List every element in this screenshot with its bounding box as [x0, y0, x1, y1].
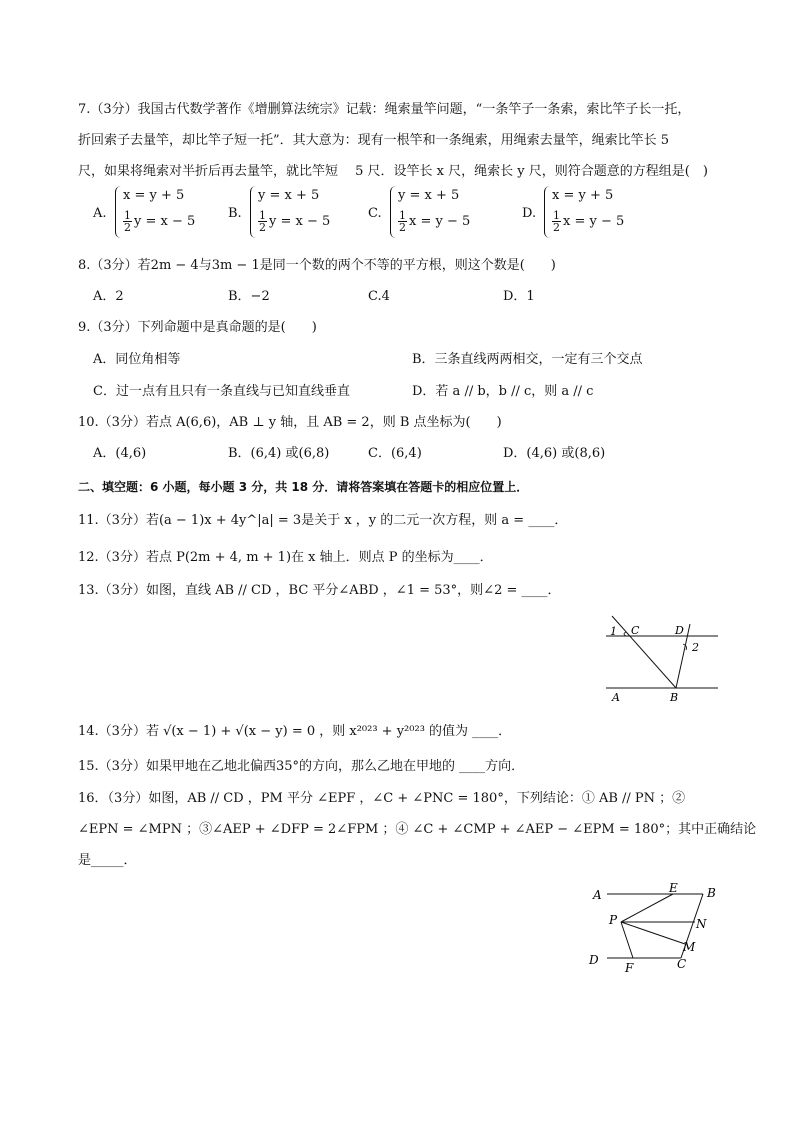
fig16-label-b: B	[707, 886, 716, 900]
q9-option-d: D．若 a // b，b // c，则 a // c	[412, 384, 594, 399]
fig13-label-d: D	[675, 624, 684, 637]
fig16-label-m: M	[683, 940, 696, 954]
q9-option-b: B．三条直线两两相交，一定有三个交点	[412, 352, 643, 367]
section-heading: 二、填空题：6 小题，每小题 3 分，共 18 分．请将答案填在答题卡的相应位置上．	[78, 480, 529, 494]
q9-stem: 9.（3分）下列命题中是真命题的是( )	[78, 320, 317, 335]
q13: 13.（3分）如图，直线 AB // CD ，BC 平分∠ABD ，∠1 = 53°，则∠2 = ____．	[78, 583, 561, 598]
q14: 14.（3分）若 √(x − 1) + √(x − y) = 0 ，则 x²⁰²³ + y²⁰²³ 的值为 ____．	[78, 724, 512, 739]
fig13-label-2: 2	[692, 641, 699, 654]
q10-option-c: C．(6,4)	[368, 446, 422, 461]
fig16-label-e: E	[669, 881, 678, 895]
q10-stem: 10.（3分）若点 A(6,6)，AB ⊥ y 轴，且 AB = 2，则 B 点坐标为( )	[78, 415, 502, 430]
fig16-label-d: D	[589, 953, 599, 967]
q12: 12.（3分）若点 P(2m + 4, m + 1)在 x 轴上．则点 P 的坐标为____．	[78, 550, 493, 565]
q10-option-d: D．(4,6) 或(8,6)	[503, 446, 606, 461]
fig13-label-c: C	[631, 624, 640, 637]
equation-1: x = y + 5	[123, 188, 185, 203]
fig16-label-c: C	[677, 957, 687, 971]
equation-2: $\frac{1}{2}$ y = x − 5	[259, 209, 331, 234]
option-label: A.	[93, 206, 107, 221]
equation-1: y = x + 5	[258, 188, 320, 203]
fig16-label-n: N	[696, 917, 707, 931]
q16-line1: 16．（3分）如图，AB // CD ，PM 平分 ∠EPF ，∠C + ∠PNC = 180°，下列结论：① AB // PN ；②	[78, 791, 686, 806]
equation-1: x = y + 5	[552, 188, 614, 203]
q13-figure	[600, 610, 724, 706]
q16-figure	[585, 876, 725, 976]
fig16-label-f: F	[625, 961, 634, 975]
q8-option-a: A．2	[93, 289, 124, 304]
option-label: B.	[228, 206, 242, 221]
fig16-label-a: A	[593, 888, 602, 902]
q8-stem: 8.（3分）若2m − 4与3m − 1是同一个数的两个不等的平方根，则这个数是( )	[78, 258, 556, 273]
q15: 15.（3分）如果甲地在乙地北偏西35°的方向，那么乙地在甲地的 ____方向．	[78, 759, 525, 774]
equation-2: $\frac{1}{2}$ y = x − 5	[124, 209, 196, 234]
q8-option-b: B．−2	[228, 289, 270, 304]
fig13-label-1: 1	[610, 625, 617, 638]
equation-2: $\frac{1}{2}$ x = y − 5	[399, 209, 471, 234]
q9-option-c: C．过一点有且只有一条直线与已知直线垂直	[93, 384, 350, 399]
q16-line3: 是_____．	[78, 853, 137, 868]
q7-line1: 7.（3分）我国古代数学著作《增删算法统宗》记载：绳索量竿问题，“一条竿子一条索，索比竿子长一托，	[78, 102, 691, 117]
q10-option-a: A．(4,6)	[93, 446, 147, 461]
fig13-label-a: A	[612, 691, 620, 704]
q16-line2: ∠EPN = ∠MPN ；③∠AEP + ∠DFP = 2∠FPM ；④ ∠C + ∠CMP + ∠AEP − ∠EPM = 180°；其中正确结论	[78, 822, 757, 837]
q11: 11.（3分）若(a − 1)x + 4y^|a| = 3是关于 x ，y 的二元一次方程，则 a = ____．	[78, 513, 568, 528]
q7-line2: 折回索子去量竿，却比竿子短一托”．其大意为：现有一根竿和一条绳索，用绳索去量竿，绳索比竿长 5	[78, 133, 670, 148]
q7-line3: 尺，如果将绳索对半折后再去量竿，就比竿短 5 尺．设竿长 x 尺，绳索长 y 尺，则符合题意的方程组是( )	[78, 164, 708, 179]
option-label: D.	[522, 206, 537, 221]
q10-option-b: B．(6,4) 或(6,8)	[228, 446, 330, 461]
q8-option-d: D．1	[503, 289, 535, 304]
equation-1: y = x + 5	[398, 188, 460, 203]
q9-option-a: A．同位角相等	[93, 352, 181, 367]
option-label: C.	[368, 206, 382, 221]
equation-2: $\frac{1}{2}$ x = y − 5	[553, 209, 625, 234]
q8-option-c: C.4	[368, 289, 390, 304]
fig16-label-p: P	[609, 913, 618, 927]
fig13-label-b: B	[670, 691, 679, 704]
